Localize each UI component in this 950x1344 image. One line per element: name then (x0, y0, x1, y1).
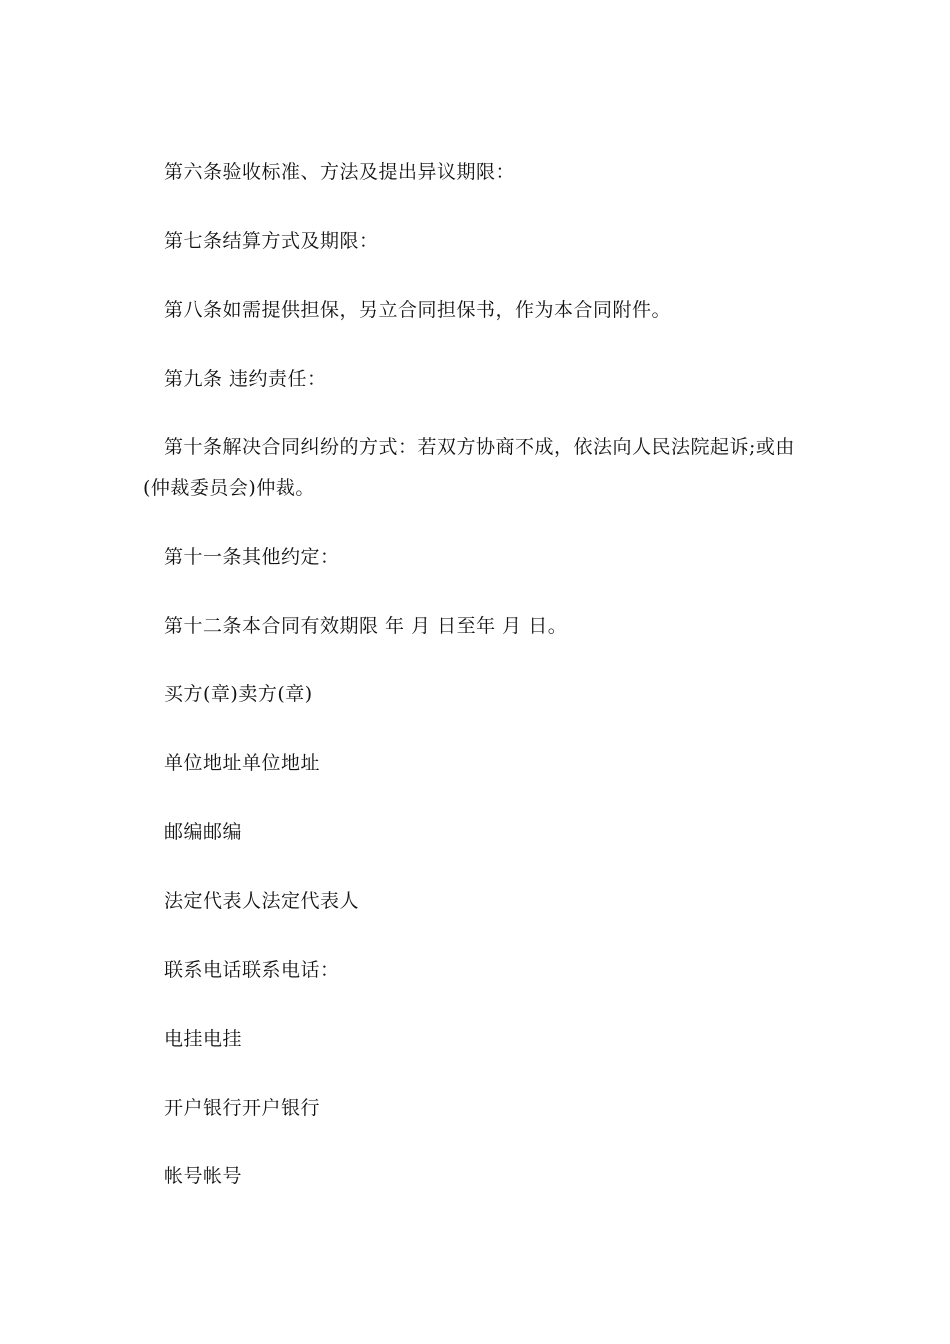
article-11-paragraph: 第十一条其他约定： (164, 546, 340, 568)
telegraph-line: 电挂电挂 (164, 1028, 243, 1050)
account-line: 帐号帐号 (164, 1165, 243, 1187)
phone-line: 联系电话联系电话： (164, 959, 340, 981)
article-9-paragraph: 第九条 违约责任： (164, 368, 327, 390)
article-12-paragraph: 第十二条本合同有效期限 年 月 日至年 月 日。 (164, 615, 568, 637)
postcode-line: 邮编邮编 (164, 821, 243, 843)
article-6-paragraph: 第六条验收标准、方法及提出异议期限： (164, 161, 516, 183)
legal-representative-line: 法定代表人法定代表人 (164, 890, 360, 912)
bank-line: 开户银行开户银行 (164, 1097, 321, 1119)
signature-parties-line: 买方(章)卖方(章) (164, 683, 313, 705)
article-7-paragraph: 第七条结算方式及期限： (164, 230, 379, 252)
address-line: 单位地址单位地址 (164, 752, 321, 774)
article-8-paragraph: 第八条如需提供担保，另立合同担保书，作为本合同附件。 (164, 299, 672, 321)
article-10-paragraph: 第十条解决合同纠纷的方式：若双方协商不成，依法向人民法院起诉;或由(仲裁委员会)仲裁。 (143, 436, 795, 499)
